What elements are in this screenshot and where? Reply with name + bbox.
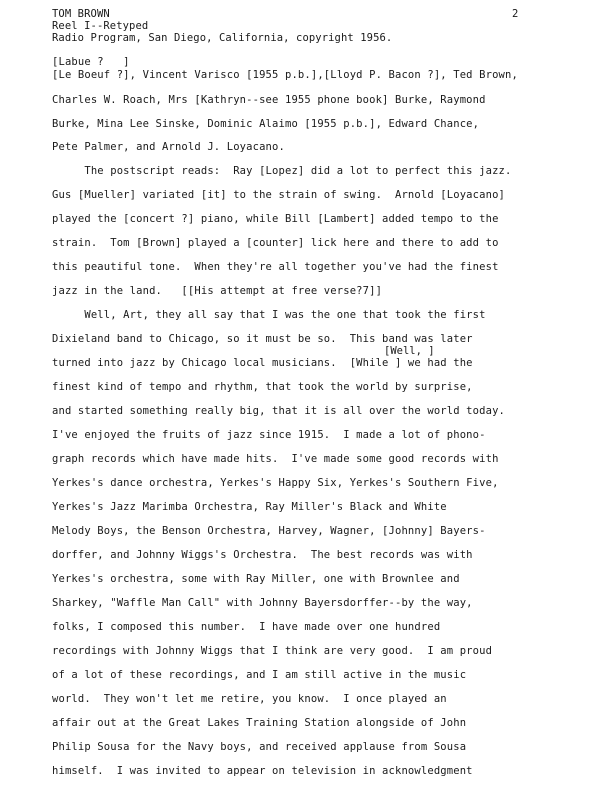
text-line: Gus [Mueller] variated [it] to the strain of swing. Arnold [Loyacano] — [52, 189, 506, 201]
text-line: folks, I composed this number. I have made over one hundred — [52, 621, 441, 633]
text-line: of a lot of these recordings, and I am still active in the music — [52, 669, 467, 681]
text-line: graph records which have made hits. I've made some good records with — [52, 453, 499, 465]
header-name: TOM BROWN — [52, 8, 110, 20]
interlinear-note: [Well, ] — [384, 345, 435, 357]
text-line: himself. I was invited to appear on television in acknowledgment — [52, 765, 473, 777]
text-line: Melody Boys, the Benson Orchestra, Harvey, Wagner, [Johnny] Bayers- — [52, 525, 486, 537]
text-line: The postscript reads: Ray [Lopez] did a lot to perfect this jazz. — [52, 165, 512, 177]
text-line: Yerkes's Jazz Marimba Orchestra, Ray Miller's Black and White — [52, 501, 447, 513]
text-line: turned into jazz by Chicago local musicians. [While ] we had the — [52, 357, 473, 369]
text-line: strain. Tom [Brown] played a [counter] lick here and there to add to — [52, 237, 499, 249]
text-line: and started something really big, that it is all over the world today. — [52, 405, 506, 417]
text-line: [Labue ? ] — [52, 56, 130, 68]
text-line: Well, Art, they all say that I was the one that took the first — [52, 309, 486, 321]
text-line: this peautiful tone. When they're all together you've had the finest — [52, 261, 499, 273]
text-line: Pete Palmer, and Arnold J. Loyacano. — [52, 141, 285, 153]
text-line: Charles W. Roach, Mrs [Kathryn--see 1955 phone book] Burke, Raymond — [52, 94, 486, 106]
text-line: jazz in the land. [[His attempt at free verse?7]] — [52, 285, 383, 297]
text-line: affair out at the Great Lakes Training Station alongside of John — [52, 717, 467, 729]
text-line: Philip Sousa for the Navy boys, and received applause from Sousa — [52, 741, 467, 753]
text-line: Sharkey, "Waffle Man Call" with Johnny Bayersdorffer--by the way, — [52, 597, 473, 609]
text-line: dorffer, and Johnny Wiggs's Orchestra. The best records was with — [52, 549, 473, 561]
text-line: finest kind of tempo and rhythm, that took the world by surprise, — [52, 381, 473, 393]
text-line: played the [concert ?] piano, while Bill [Lambert] added tempo to the — [52, 213, 499, 225]
text-line: recordings with Johnny Wiggs that I think are very good. I am proud — [52, 645, 493, 657]
text-line: Burke, Mina Lee Sinske, Dominic Alaimo [1955 p.b.], Edward Chance, — [52, 118, 480, 130]
header-program: Radio Program, San Diego, California, copyright 1956. — [52, 32, 393, 44]
page-number: 2 — [512, 8, 519, 20]
text-line: Yerkes's dance orchestra, Yerkes's Happy Six, Yerkes's Southern Five, — [52, 477, 499, 489]
header-reel: Reel I--Retyped — [52, 20, 149, 32]
text-line: Dixieland band to Chicago, so it must be so. This band was later — [52, 333, 473, 345]
text-line: I've enjoyed the fruits of jazz since 1915. I made a lot of phono- — [52, 429, 486, 441]
text-line: Yerkes's orchestra, some with Ray Miller, one with Brownlee and — [52, 573, 460, 585]
text-line: world. They won't let me retire, you know. I once played an — [52, 693, 447, 705]
text-line: [Le Boeuf ?], Vincent Varisco [1955 p.b.],[Lloyd P. Bacon ?], Ted Brown, — [52, 69, 518, 81]
